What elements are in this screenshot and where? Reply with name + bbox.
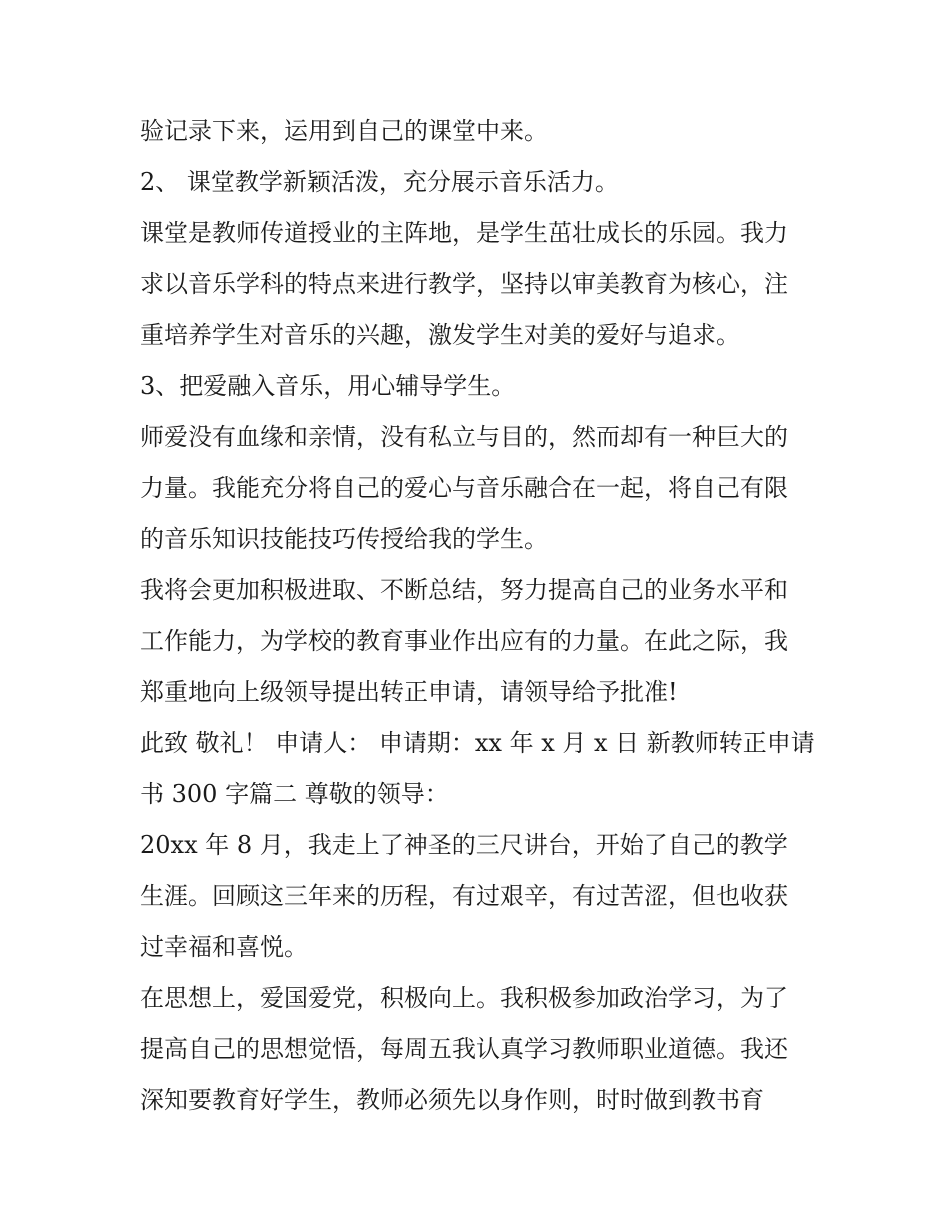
text-line: 在思想上，爱国爱党，积极向上。我积极参加政治学习，为了: [140, 984, 788, 1012]
text-line: 过幸福和喜悦。: [140, 933, 308, 961]
text-line: 课堂是教师传道授业的主阵地，是学生茁壮成长的乐园。我力: [140, 219, 788, 247]
text-line: 郑重地向上级领导提出转正申请，请领导给予批准!: [140, 678, 678, 706]
text-line: 验记录下来，运用到自己的课堂中来。: [140, 117, 548, 145]
text-line: 的音乐知识技能技巧传授给我的学生。: [140, 525, 548, 553]
text-line: 2、 课堂教学新颖活泼，充分展示音乐活力。: [140, 168, 619, 196]
text-line: 此致 敬礼！ 申请人： 申请期：xx 年 x 月 x 日 新教师转正申请: [140, 729, 815, 757]
document-body: [140, 106, 820, 1126]
text-line: 深知要教育好学生，教师必须先以身作则，时时做到教书育: [140, 1086, 764, 1114]
text-line: 生涯。回顾这三年来的历程，有过艰辛，有过苦涩，但也收获: [140, 882, 788, 910]
text-line: 力量。我能充分将自己的爱心与音乐融合在一起，将自己有限: [140, 474, 788, 502]
text-line: 我将会更加积极进取、不断总结，努力提高自己的业务水平和: [140, 576, 788, 604]
text-line: 20xx 年 8 月，我走上了神圣的三尺讲台，开始了自己的教学: [140, 831, 788, 859]
text-line: 3、把爱融入音乐，用心辅导学生。: [140, 372, 516, 400]
text-line: 提高自己的思想觉悟，每周五我认真学习教师职业道德。我还: [140, 1035, 788, 1063]
text-line: 工作能力，为学校的教育事业作出应有的力量。在此之际，我: [140, 627, 788, 655]
text-line: 求以音乐学科的特点来进行教学，坚持以审美教育为核心，注: [140, 270, 788, 298]
text-line: 重培养学生对音乐的兴趣，激发学生对美的爱好与追求。: [140, 321, 740, 349]
text-line: 书 300 字篇二 尊敬的领导：: [140, 780, 449, 808]
text-line: 师爱没有血缘和亲情，没有私立与目的，然而却有一种巨大的: [140, 423, 788, 451]
